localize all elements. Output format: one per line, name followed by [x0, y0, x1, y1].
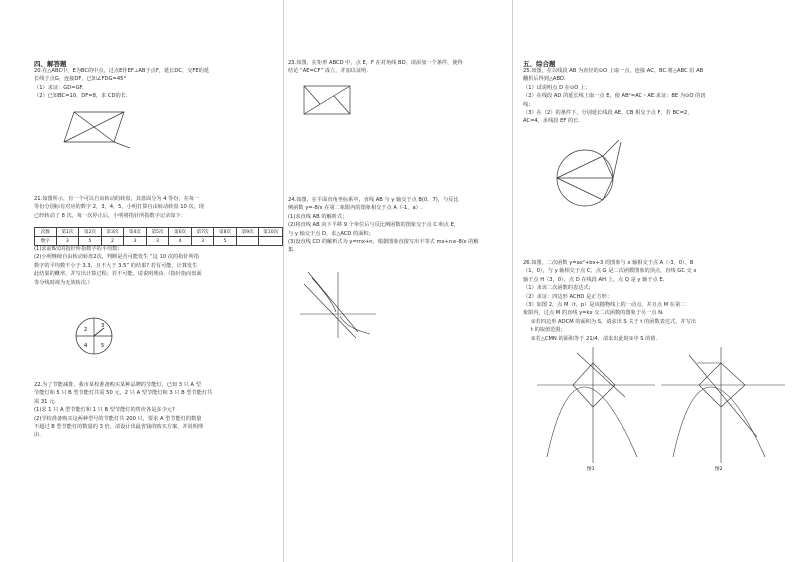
table-cell: 3: [56, 237, 79, 246]
q21-line-7: 此结果的概率，并写出计算过程；若不可能，请说明理由.（指针指向盘面: [34, 271, 202, 278]
question-24: [288, 196, 479, 255]
q20-line-2: 长线于点G，连接DF，已知∠FDG=45°: [34, 76, 127, 83]
question-25: [523, 67, 706, 126]
wheel-label: 5: [101, 343, 105, 349]
right-column: [512, 0, 794, 562]
q26-figure-2: [657, 345, 787, 473]
question-26: [523, 259, 697, 343]
q25-line-4: （2）在线段 AD 的延长线上取一点 E，使 AB²=AC・AE.求证：BE 为⊙O 的切: [523, 93, 706, 100]
q26-line-4: （1）求该二次函数的表达式；: [523, 285, 594, 292]
q22-line-1: 22.为了节能减排，我市某校准备购买某种品牌的节能灯，已知 3 只 A 型: [34, 382, 201, 388]
q25-line-7: AC=4，求线段 EF 的长.: [523, 118, 581, 125]
q24-line-7: 集.: [288, 247, 295, 254]
question-21: [34, 195, 204, 220]
table-cell: 5: [79, 237, 102, 246]
q20-line-1: 20.在△ABC中，E为BC的中点，过点E作EF⊥AB于点F，延长DC，交FE的延: [34, 68, 210, 74]
table-cell: 第9次: [236, 228, 259, 237]
table-cell: 第6次: [169, 228, 192, 237]
table-cell: 2: [101, 237, 124, 246]
table-cell: 第10次: [259, 228, 283, 237]
q22-line-6: 不超过 B 型节能灯的数量的 3 倍，请设计出最省钱的购买方案，并说明理: [34, 424, 204, 431]
table-cell: [259, 237, 283, 246]
q21-line-2: 等份分别标有对应的数字 2，3，4，5，小明打算自由转动转盘 10 次，现: [34, 204, 204, 211]
question-23: [288, 59, 463, 76]
middle-column: [283, 0, 512, 562]
table-cell: 3: [146, 237, 169, 246]
q26-line-9: t 的取值范围；: [531, 327, 566, 334]
wheel-label: 3: [101, 323, 105, 329]
section-title-4: 四、解答题: [34, 60, 67, 68]
question-22: [34, 381, 212, 440]
table-cell: 第1次: [56, 228, 79, 237]
q25-circle-figure: [541, 132, 627, 212]
q22-line-7: 由.: [34, 432, 41, 439]
section-title-5: 五、综合题: [523, 60, 556, 68]
q26-line-8: ①若四边形 ADCM 的面积为 S，请求出 S 关于 t 的函数表达式，并写出: [531, 318, 696, 325]
table-cell: 数字: [35, 237, 57, 246]
q24-line-5: 与 y 轴交于点 D，求△ACD 的面积；: [288, 230, 374, 237]
q22-line-4: (1)求 1 只 A 型节能灯和 1 只 B 型节能灯的售价各是多少元?: [34, 407, 175, 414]
q26-line-10: ②若△CMN 的面积等于 21/4，请求出此时①中 S 的值.: [531, 335, 658, 342]
q24-line-6: (3)设直线 CD 的解析式为 y=mx+n，根据图象直接写出不等式 mx+n≤-8/x 的解: [288, 239, 479, 246]
q26-line-1: 26.如图，二次函数 y=ax²+bx+3 的图象与 x 轴相交于点 A（-3，0）、B: [523, 260, 694, 266]
q26-line-7: 象限内，过点 M 的直线 y=kx 交二次函数的图象于另一点 N.: [523, 310, 664, 317]
q21-spinner-figure: [64, 316, 124, 356]
q25-line-6: （3）在（2）的条件下，分别延长线段 AE、CB 相交于点 F，若 BC=2，: [523, 110, 693, 117]
q21-line-4: (1)求前8次的指针所指数字的平均数；: [34, 246, 123, 252]
table-cell: 第8次: [214, 228, 237, 237]
table-cell: 5: [214, 237, 237, 246]
q26-figure-1: [533, 345, 657, 473]
q22-line-2: 节能灯和 5 只 B 型节能灯共需 50 元，2 只 A 型节能灯和 3 只 B 型节能灯共: [34, 390, 213, 397]
q20-line-3: （1）求证：GD=GF.: [34, 84, 84, 91]
table-row: [35, 228, 283, 237]
q26-line-6: （3）如图 2，点 M（t，p）是该抛物线上的一动点，并且点 M 在第二: [523, 302, 686, 309]
wheel-label: 2: [84, 327, 88, 333]
q21-record-table: [34, 227, 283, 246]
q25-line-3: （1）试说明点 D 在⊙O 上；: [523, 84, 591, 91]
q26-line-2: （1，0），与 y 轴相交于点 C，点 G 是二次函数图象的顶点，直线 GC 交 x: [523, 268, 697, 275]
q22-line-5: (2)学校准备购买这两种型号的节能灯共 200 只，要求 A 型节能灯的数量: [34, 415, 202, 422]
q21-line-6: 数字的平均数不小于 3.3，且不大于 3.5” 的结果? 若有可能，计算发生: [34, 262, 198, 269]
q23-line-1: 23.如图，在矩形 ABCD 中，点 E，F 在对角线 BD，请添加一个条件，使得: [288, 60, 463, 66]
q21-line-1: 21.如图所示，有一个可以自由转动的转盘，其盘面分为 4 等份，在每一: [34, 196, 200, 202]
q26-line-3: 轴于点 H（3，0），点 D 在线段 AH 上，点 Q 是 y 轴于点 E.: [523, 276, 665, 283]
table-cell: 第4次: [124, 228, 147, 237]
q25-line-5: 线；: [523, 101, 534, 108]
q20-figure: [60, 104, 140, 150]
wheel-label: 4: [84, 343, 88, 349]
table-cell: 第7次: [191, 228, 214, 237]
figure-1-caption: 图1: [587, 467, 595, 472]
q24-line-1: 24.如图，在平面直角坐标系中，直线 AB 与 y 轴交于点 B(0，7)，与反比: [288, 197, 459, 203]
table-cell: 第2次: [79, 228, 102, 237]
figure-2-caption: 图2: [715, 467, 723, 472]
table-cell: 4: [169, 237, 192, 246]
table-cell: 3: [124, 237, 147, 246]
q21-line-5: (2)小明继续自由转动转盘2次，判断是否可能发生 “这 10 次的指针所指: [34, 254, 199, 261]
q24-line-2: 例函数 y=-8/x 在第二象限内的图象相交于点 A（-1，a）.: [288, 205, 423, 212]
question-21-parts: [34, 245, 202, 287]
q25-line-1: 25.如图，在以线段 AB 为直径的⊙O 上取一点，连接 AC、BC.将△ABC 沿 AB: [523, 68, 704, 74]
table-cell: 第5次: [146, 228, 169, 237]
q24-line-3: (1)求直线 AB 的解析式；: [288, 213, 348, 220]
q23-line-2: 结论 “AE=CF” 成立，并加以证明.: [288, 68, 368, 75]
table-cell: [236, 237, 259, 246]
q26-line-5: （2）求证：四边形 ACHD 是正方形；: [523, 293, 613, 300]
q22-line-3: 需 31 元.: [34, 398, 56, 405]
q20-line-4: （2）已知BC=10，DF=8，求 CD的长.: [34, 93, 128, 100]
q21-line-3: 已经转动了 8 次，每一次停止后，小明将指针所指数字记录如下：: [34, 212, 186, 219]
q23-rectangle-figure: [298, 80, 358, 120]
left-column: [0, 0, 283, 562]
q24-coordinate-figure: [298, 270, 378, 340]
q21-line-8: 等分线时视为无效转次.）: [34, 279, 93, 286]
table-cell: 3: [191, 237, 214, 246]
q24-line-4: (2)将直线 AB 向下平移 9 个单位后与反比例函数的图象交于点 C 和点 E，: [288, 222, 460, 229]
table-cell: 第3次: [101, 228, 124, 237]
table-cell: 次数: [35, 228, 57, 237]
question-20: [34, 67, 209, 101]
q25-line-2: 翻折后得到△ABD.: [523, 76, 566, 83]
